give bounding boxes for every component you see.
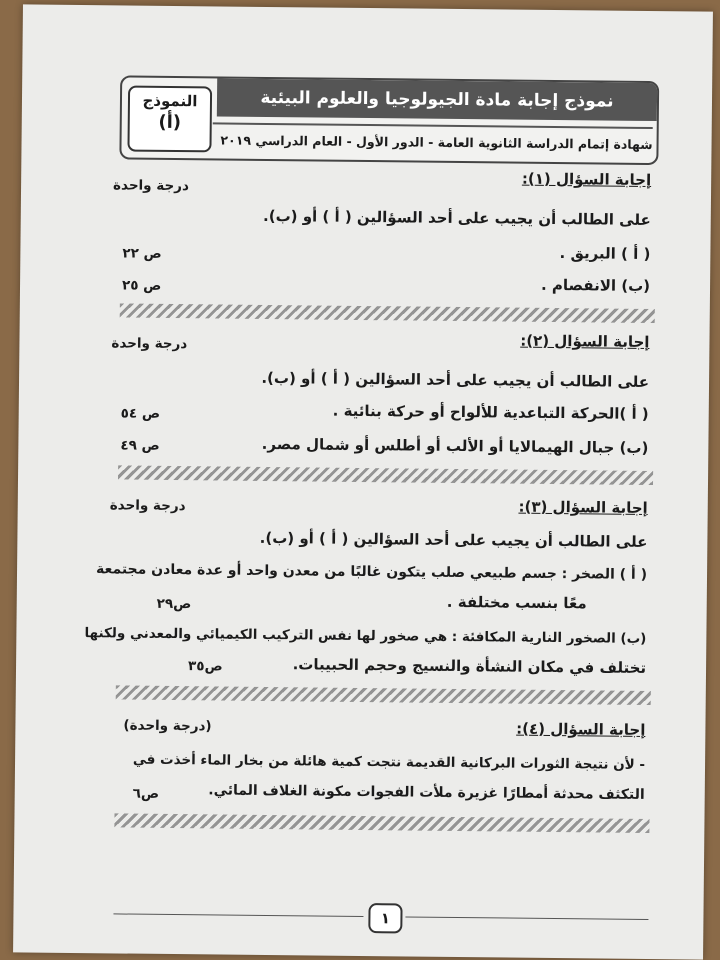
model-badge <box>127 86 212 153</box>
question-1-line-3: (ب) الانفصام . <box>540 275 651 295</box>
question-2-line-2: ( أ )الحركة التباعدية للألواح أو حركة بنائية . <box>332 401 649 423</box>
question-3-line-1: على الطالب أن يجيب على أحد السؤالين ( أ ) أو (ب). <box>259 528 648 551</box>
section-divider <box>114 813 649 833</box>
question-1-heading: إجابة السؤال (١): <box>521 169 652 190</box>
question-3-line-3: معًا بنسب مختلفة . <box>446 592 587 613</box>
question-3-line-2: ( أ ) الصخر : جسم طبيعي صلب يتكون غالبًا من معدن واحد أو عدة معادن مجتمعة <box>96 561 648 583</box>
question-3-line-4: (ب) الصخور النارية المكافئة : هي صخور لها نفس التركيب الكيميائي والمعدني ولكنها <box>84 625 647 647</box>
section-divider <box>118 465 653 485</box>
question-4-line-2: التكثف محدثة أمطارًا غزيرة ملأت الفجوات مكونة الغلاف المائي. <box>208 782 645 803</box>
question-1-ref-2: ص ٢٥ <box>121 277 162 294</box>
exam-answer-sheet <box>13 4 713 959</box>
question-1-grade: درجة واحدة <box>113 177 190 195</box>
question-4-ref-1: ص٦ <box>132 785 160 802</box>
question-1-line-1: على الطالب أن يجيب على أحد السؤالين ( أ ) أو (ب). <box>262 206 651 229</box>
footer-rule-right <box>405 916 648 920</box>
model-value: (أ) <box>158 111 182 134</box>
question-3-grade: درجة واحدة <box>109 497 186 515</box>
question-2-heading: إجابة السؤال (٢): <box>520 331 650 351</box>
question-3-ref-2: ص٣٥ <box>187 658 223 675</box>
question-3-line-5: تختلف في مكان النشأة والنسيج وحجم الحبيبات. <box>292 655 647 677</box>
question-3-heading: إجابة السؤال (٣): <box>518 497 648 517</box>
question-2-grade: درجة واحدة <box>111 335 188 353</box>
page-number: ١ <box>368 903 402 933</box>
footer-rule-left <box>113 913 363 917</box>
question-3-ref-1: ص٢٩ <box>156 595 192 613</box>
page-title: نموذج إجابة مادة الجيولوجيا والعلوم البيئية <box>217 78 657 121</box>
question-2-line-3: (ب) جبال الهيمالايا أو الألب أو أطلس أو شمال مصر. <box>261 434 649 457</box>
question-4-line-1: - لأن نتيجة الثورات البركانية القديمة نتجت كمية هائلة من بخار الماء أخذت في <box>132 751 646 773</box>
header-box <box>119 75 659 165</box>
question-1-ref-1: ص ٢٢ <box>122 245 162 262</box>
question-2-line-1: على الطالب أن يجيب على أحد السؤالين ( أ ) أو (ب). <box>261 368 650 391</box>
section-divider <box>120 303 655 323</box>
model-label: النموذج <box>142 91 198 111</box>
page-subtitle: شهادة إتمام الدراسة الثانوية العامة - الدور الأول - العام الدراسي ٢٠١٩ <box>212 122 652 161</box>
question-2-ref-2: ص ٤٩ <box>120 437 160 454</box>
question-4-heading: إجابة السؤال (٤): <box>516 719 646 739</box>
question-2-ref-1: ص ٥٤ <box>120 405 161 422</box>
section-divider <box>116 685 651 705</box>
question-4-grade: (درجة واحدة) <box>123 717 212 735</box>
question-1-line-2: ( أ ) البريق . <box>559 244 651 263</box>
